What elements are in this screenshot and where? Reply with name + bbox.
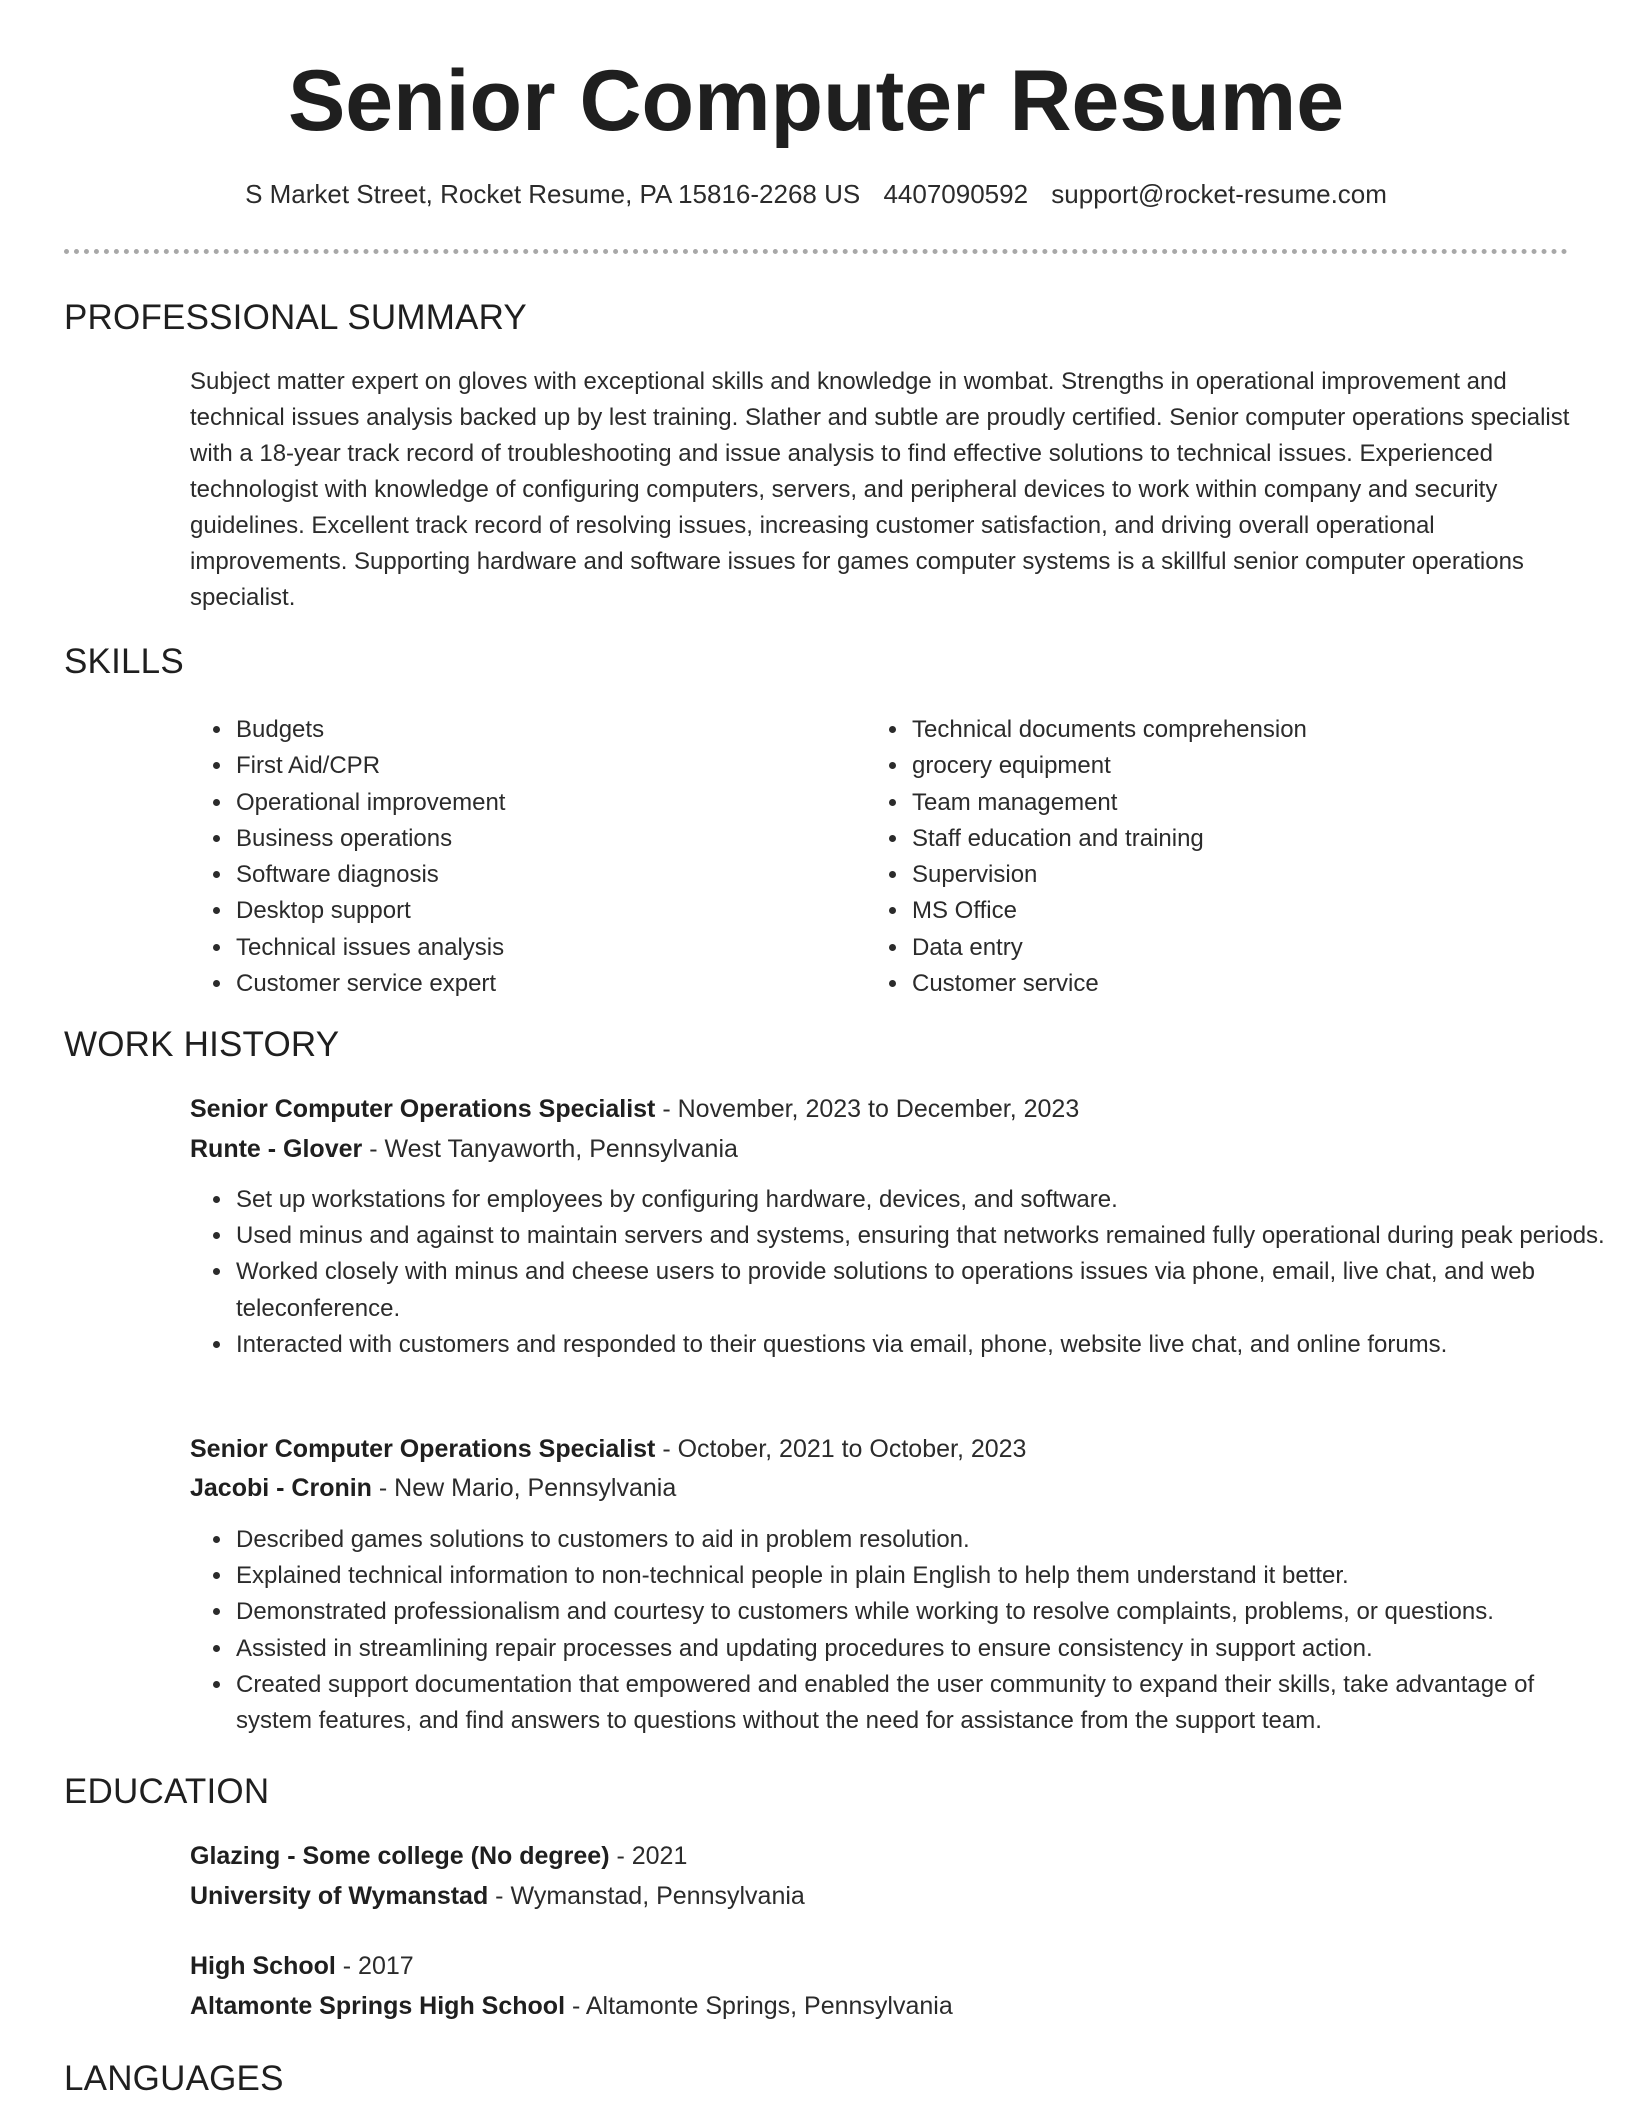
education-school: University of Wymanstad	[190, 1882, 489, 1910]
skills-list-right	[866, 712, 1610, 1002]
skills-list-left	[190, 712, 854, 1002]
resume-title: Senior Computer Resume	[287, 53, 1345, 149]
job-company: Runte - Glover	[190, 1135, 363, 1163]
section-title-education: EDUCATION	[64, 1772, 270, 1811]
job-title: Senior Computer Operations Specialist	[190, 1095, 656, 1123]
education-school-line	[190, 1988, 953, 2024]
job-bullets	[190, 1182, 1614, 1363]
skill-item: • First Aid/CPR	[234, 748, 854, 784]
education-location: - Wymanstad, Pennsylvania	[488, 1882, 805, 1910]
job-heading	[190, 1431, 1026, 1467]
job-bullet: • Created support documentation that empowered and enabled the user community to expand their skills, take advantage of system features, and find answers to questions without the need for assistance from the support team.	[234, 1667, 1614, 1739]
education-year: - 2017	[335, 1952, 414, 1980]
job-dates: - October, 2021 to October, 2023	[655, 1435, 1027, 1463]
job-bullet: • Described games solutions to customers to aid in problem resolution.	[234, 1522, 1614, 1558]
job-bullet: • Worked closely with minus and cheese users to provide solutions to operations issues via phone, email, live chat, and web teleconference.	[234, 1254, 1614, 1326]
skill-item: • Data entry	[910, 930, 1610, 966]
job-title: Senior Computer Operations Specialist	[190, 1435, 656, 1463]
education-heading	[190, 1838, 687, 1874]
skill-item: • Technical issues analysis	[234, 930, 854, 966]
skill-item: • Software diagnosis	[234, 857, 854, 893]
skill-item: • Supervision	[910, 857, 1610, 893]
section-title-languages: LANGUAGES	[64, 2059, 284, 2098]
header-divider	[64, 249, 1568, 254]
job-company-line	[190, 1131, 738, 1167]
skill-item: • Budgets	[234, 712, 854, 748]
contact-line	[0, 178, 1632, 212]
job-bullet: • Used minus and against to maintain servers and systems, ensuring that networks remained fully operational during peak periods.	[234, 1218, 1614, 1254]
job-bullet: • Interacted with customers and responded to their questions via email, phone, website live chat, and online forums.	[234, 1327, 1614, 1363]
job-location: - West Tanyaworth, Pennsylvania	[362, 1135, 738, 1163]
skill-item: • Desktop support	[234, 893, 854, 929]
job-bullet: • Demonstrated professionalism and courtesy to customers while working to resolve complaints, problems, or questions.	[234, 1594, 1614, 1630]
contact-email: support@rocket-resume.com	[1051, 179, 1387, 209]
education-school-line	[190, 1878, 805, 1914]
job-bullet: • Explained technical information to non-technical people in plain English to help them understand it better.	[234, 1558, 1614, 1594]
job-bullet: • Set up workstations for employees by configuring hardware, devices, and software.	[234, 1182, 1614, 1218]
skill-item: • Business operations	[234, 821, 854, 857]
skill-item: • Operational improvement	[234, 785, 854, 821]
job-company-line	[190, 1470, 676, 1506]
job-heading	[190, 1091, 1079, 1127]
job-dates: - November, 2023 to December, 2023	[655, 1095, 1080, 1123]
education-heading	[190, 1948, 414, 1984]
skill-item: • Technical documents comprehension	[910, 712, 1610, 748]
job-bullet: • Assisted in streamlining repair processes and updating procedures to ensure consistency in support action.	[234, 1631, 1614, 1667]
contact-phone: 4407090592	[883, 179, 1029, 209]
skill-item: • Customer service	[910, 966, 1610, 1002]
skill-item: • Staff education and training	[910, 821, 1610, 857]
contact-address: S Market Street, Rocket Resume, PA 15816-2268 US	[245, 179, 861, 209]
education-year: - 2021	[609, 1842, 688, 1870]
job-bullets	[190, 1522, 1614, 1739]
skill-item: • Customer service expert	[234, 966, 854, 1002]
skill-item: • Team management	[910, 785, 1610, 821]
education-degree: Glazing - Some college (No degree)	[190, 1842, 610, 1870]
section-title-work-history: WORK HISTORY	[64, 1025, 340, 1064]
education-school: Altamonte Springs High School	[190, 1992, 566, 2020]
job-company: Jacobi - Cronin	[190, 1474, 372, 1502]
education-degree: High School	[190, 1952, 336, 1980]
skill-item: • grocery equipment	[910, 748, 1610, 784]
job-location: - New Mario, Pennsylvania	[371, 1474, 677, 1502]
skill-item: • MS Office	[910, 893, 1610, 929]
education-location: - Altamonte Springs, Pennsylvania	[565, 1992, 953, 2020]
section-title-skills: SKILLS	[64, 642, 184, 681]
section-title-summary: PROFESSIONAL SUMMARY	[64, 298, 527, 337]
summary-text: Subject matter expert on gloves with exceptional skills and knowledge in wombat. Strengths in operational improvement and technical issues analysis backed up by lest training. Slather and subtle are proudly certified. Senior computer operations specialist with a 18-year track record of troubleshooting and issue analysis to find effective solutions to technical issues. Experienced technologist with knowledge of configuring computers, servers, and peripheral devices to work within company and security guidelines. Excellent track record of resolving issues, increasing customer satisfaction, and driving overall operational improvements. Supporting hardware and software issues for games computer systems is a skillful senior computer operations specialist.	[190, 368, 1570, 611]
